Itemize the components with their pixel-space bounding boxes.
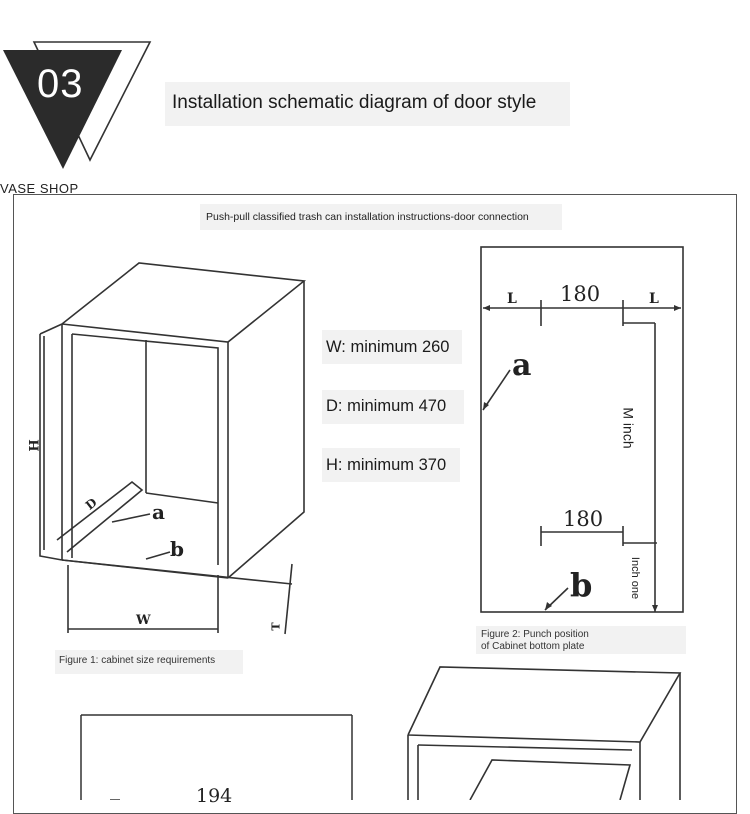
figure1-label-w: W	[136, 613, 151, 628]
figure2-label-left-l: L	[507, 291, 517, 307]
shop-watermark: VASE SHOP	[0, 181, 79, 196]
spec-height: H: minimum 370	[326, 456, 447, 474]
figure2-label-right-l: L	[649, 291, 659, 307]
figure1-label-h: H	[27, 439, 43, 452]
spec-depth: D: minimum 470	[326, 397, 447, 415]
section-number: 03	[37, 62, 84, 106]
figure2-side-inch-one: Inch one	[629, 556, 642, 600]
figure1-label-a: a	[152, 500, 165, 524]
figure2-caption-line1: Figure 2: Punch position	[481, 629, 589, 640]
spec-width: W: minimum 260	[326, 338, 450, 356]
figure2-caption-line2: of Cabinet bottom plate	[481, 641, 585, 652]
figure2-bottom-spacing: 180	[563, 507, 604, 531]
figure2-top-spacing: 180	[560, 282, 601, 306]
figure1-caption: Figure 1: cabinet size requirements	[59, 655, 216, 666]
figure3-spacing: 194	[196, 785, 233, 807]
figure2-label-a: a	[512, 348, 532, 383]
figure2-side-m-inch: M inch	[620, 407, 637, 449]
figure1-label-t: T	[269, 622, 283, 631]
figure2-label-b: b	[570, 566, 593, 604]
page-title: Installation schematic diagram of door style	[172, 92, 537, 113]
figure1-label-b: b	[170, 537, 184, 561]
diagram-subtitle: Push-pull classified trash can installation instructions-door connection	[206, 211, 529, 223]
figure1-label-d: D	[82, 495, 100, 513]
